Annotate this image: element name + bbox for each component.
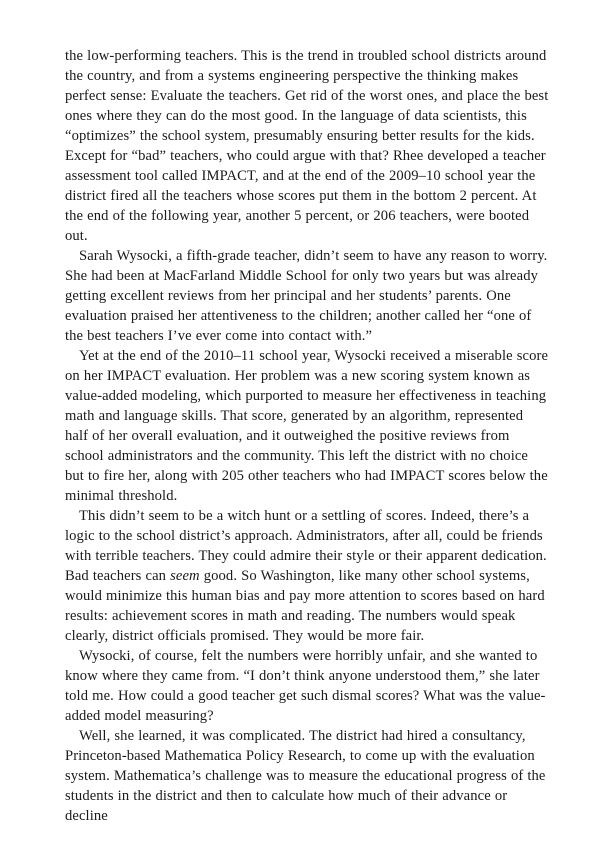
paragraph (65, 646, 550, 726)
text-run: This didn’t seem to be a witch hunt or a settling of scores. Indeed, there’s a logic to the school district’s approach. Administrators, after all, could be friends with terrible teachers. They could admire their style or their apparent dedication. Bad teachers can (65, 508, 547, 584)
text-run: Wysocki, of course, felt the numbers were horribly unfair, and she wanted to know where they came from. “I don’t think anyone understood them,” she later told me. How could a good teacher get such dismal scores? What was the value-added model measuring? (65, 648, 546, 724)
text-run: Well, she learned, it was complicated. The district had hired a consultancy, Princeton-based Mathematica Policy Research, to come up with the evaluation system. Mathematica’s challenge was to measure the educational progress of the students in the district and then to calculate how much of their advance or decline (65, 728, 546, 824)
paragraph (65, 346, 550, 506)
paragraph (65, 46, 550, 246)
italic-text-run: seem (170, 568, 200, 584)
page-text (65, 46, 550, 826)
paragraph (65, 246, 550, 346)
text-run: Yet at the end of the 2010–11 school year, Wysocki received a miserable score on her IMPACT evaluation. Her problem was a new scoring system known as value-added modeling, which purported to measure her effectiveness in teaching math and language skills. That score, generated by an algorithm, represented half of her overall evaluation, and it outweighed the positive reviews from school administrators and the community. This left the district with no choice but to fire her, along with 205 other teachers who had IMPACT scores below the minimal threshold. (65, 348, 549, 504)
text-run: good. So Washington, like many other school systems, would minimize this human bias and pay more attention to scores based on hard results: achievement scores in math and reading. The numbers would speak clearly, district officials promised. They would be more fair. (65, 568, 545, 644)
text-run: Sarah Wysocki, a fifth-grade teacher, didn’t seem to have any reason to worry. She had been at MacFarland Middle School for only two years but was already getting excellent reviews from her principal and her students’ parents. One evaluation praised her attentiveness to the children; another called her “one of the best teachers I’ve ever come into contact with.” (65, 248, 548, 344)
text-run: the low-performing teachers. This is the trend in troubled school districts around the country, and from a systems engineering perspective the thinking makes perfect sense: Evaluate the teachers. Get rid of the worst ones, and place the best ones where they can do the most good. In the language of data scientists, this “optimizes” the school system, presumably ensuring better results for the kids. Except for “bad” teachers, who could argue with that? Rhee developed a teacher assessment tool called IMPACT, and at the end of the 2009–10 school year the district fired all the teachers whose scores put them in the bottom 2 percent. At the end of the following year, another 5 percent, or 206 teachers, were booted out. (65, 48, 549, 244)
paragraph (65, 726, 550, 826)
paragraph (65, 506, 550, 646)
